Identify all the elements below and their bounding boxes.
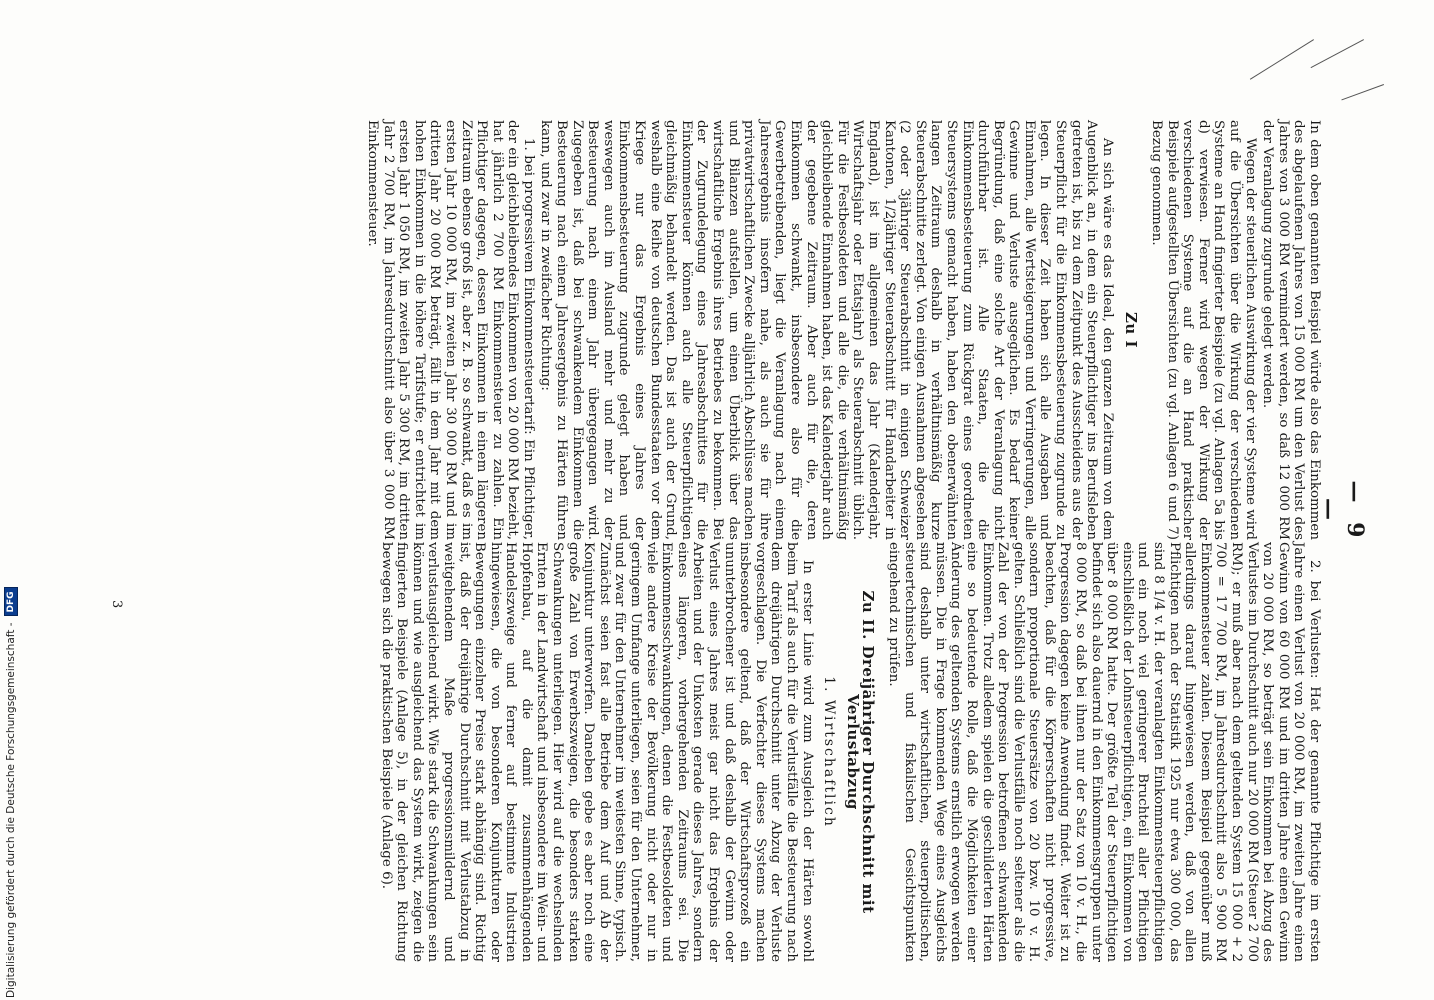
page-number: — 9 — xyxy=(1316,480,1368,544)
digitization-credit xyxy=(4,8,18,998)
left-text-column xyxy=(362,120,1322,540)
section-subheading: 1. Wirtschaftlich xyxy=(821,676,838,828)
pencil-mark xyxy=(1250,39,1314,80)
pencil-mark xyxy=(1311,39,1364,68)
pencil-mark xyxy=(1341,84,1384,100)
dfg-logo-icon: DFG xyxy=(4,587,18,616)
credit-text: Digitalisierung gefördert durch die Deutsche Forschungsgemeinschaft - xyxy=(5,622,17,998)
paragraph: An sich wäre es das Ideal, den ganzen Zeitraum von dem Augenblick an, in dem ein Steuerpflichtiger ins Berufsleben getreten ist, bis zu dem Zeitpunkt des Ausscheidens aus der Steuerpflicht für die Einkommensbesteuerung zugrunde zu legen. In dieser Zeit haben sich alle Ausgaben und Einnahmen, alle Wertsteigerungen und Verringerungen, alle Gewinne und Verluste ausgeglichen. Es bedarf keiner Begründung, daß eine solche Art der Veranlagung nicht durchführbar ist. Alle Staaten, die die Einkommensbesteuerung zum Rückgrat eines geordneten Steuersystems gemacht haben, haben den obenerwähnten langen Zeitraum deshalb in verhältnismäßig kurze Steuerabschnitte zerlegt. Von einigen Ausnahmen abgesehen (2 oder 3jähriger Steuerabschnitt in einigen Schweizer Kantonen, 1/2jähriger Steuerabschnitt für Handarbeiter in England), ist im allgemeinen das Jahr (Kalenderjahr, Wirtschaftsjahr oder Etatsjahr) als Steuerabschnitt üblich. Für die Festbesoldeten und alle die, die verhältnismäßig gleichbleibende Einnahmen haben, ist das Kalenderjahr auch der gegebene Zeitraum. Aber auch für die, deren Einkommen schwankt, insbesondere also für die Gewerbetreibenden, liegt die Veranlagung nach einem Jahresergebnis insofern nahe, als auch sie für ihre privatwirtschaftlichen Zwecke alljährlich Abschlüsse machen und Bilanzen aufstellen, um einen Überblick über das wirtschaftliche Ergebnis ihres Betriebes zu bekommen. Bei der Zugrundelegung eines Jahresabschnittes für die Einkommensteuer können auch alle Steuerpflichtigen gleichmäßig behandelt werden. Das ist auch der Grund, weshalb eine Reihe von deutschen Bundesstaaten vor dem Kriege nur das Ergebnis eines Jahres der Einkommensbesteuerung zugrunde gelegt haben und weswegen auch im Ausland mehr und mehr zu der Besteuerung nach einem Jahr übergegangen wird. Zugegeben ist, daß bei schwankendem Einkommen die Besteuerung nach einem Jahresergebnis zu Härten führen kann, und zwar in zweifacher Richtung: xyxy=(538,120,1115,540)
paragraph: In dem oben genannten Beispiel würde also das Einkommen des abgelaufenen Jahres von 15 000 RM um den Verlust des Jahres von 3 000 RM vermindert werden, so daß 12 000 RM der Veranlagung zugrunde gelegt werden. xyxy=(1260,120,1322,540)
paragraph: 1. bei progressivem Einkommensteuertarif: Ein Pflichtiger, der ein gleichbleibendes Einkommen von 20 000 RM bezieht, hat jährlich 2 700 RM Einkommensteuer zu zahlen. Ein Pflichtiger dagegen, dessen Einkommen in einem längeren Zeitraum ebenso groß ist, aber z. B. so schwankt, daß es im ersten Jahr 10 000 RM, im zweiten Jahr 30 000 RM und im dritten Jahr 20 000 RM beträgt, fällt in dem Jahr mit dem hohen Einkommen in die höhere Tarifstufe; er entrichtet im ersten Jahr 1 050 RM, im zweiten Jahr 5 300 RM, im dritten Jahr 2 700 RM, im Jahresdurchschnitt also über 3 000 RM Einkommensteuer. xyxy=(364,120,536,540)
sheet-mark: 3 xyxy=(109,600,124,609)
section-heading: Zu II. Dreijähriger Durchschnitt mit Verlustabzug xyxy=(843,590,878,914)
paragraph: In erster Linie wird zum Ausgleich der Härten sowohl beim Tarif als auch für die Verlustfälle die Besteuerung nach dem dreijährigen Durchschnitt unter Abzug der Verluste vorgeschlagen. Die Verfechter dieses Systems machen insbesondere geltend, daß der Wirtschaftsprozeß ein ununterbrochener ist und daß deshalb der Gewinn oder Verlust eines Jahres meist gar nicht das Ergebnis der Arbeiten und der Unkosten gerade dieses Jahres, sondern eines längeren, vorhergehenden Zeitraums sei. Die Einkommensschwankungen, denen die Festbesoldeten und viele andere Kreise der Bevölkerung nicht oder nur in geringem Umfange unterliegen, seien für den Unternehmer, und zwar für den Unternehmer im weitesten Sinne, typisch. Zunächst seien fast alle Betriebe dem Auf und Ab der Konjunktur unterworfen. Daneben gebe es aber noch eine große Zahl von Erwerbszweigen, die besonders starken Schwankungen unterliegen. Hier wird auf die wechselnden Ernten in der Landwirtschaft und insbesondere im Wein- und Hopfenbau, auf die damit zusammenhängenden Handelszweige und ferner auf bestimmte Industrien hingewiesen, die von besonderen Konjunkturen oder Bewegungen einzelner Preise stark abhängig sind. Richtig ist, daß der dreijährige Durchschnitt mit Verlustabzug in weitgehendem Maße progressionsmildernd und verlustausgleichend wirkt. Wie stark die Schwankungen sein können und wie ausgleichend das System wirkt, zeigen die fingierten Beispiele (Anlage 5), in der gleichen Richtung bewegen sich die praktischen Beispiele (Anlage 6). xyxy=(378,542,815,962)
right-text-column xyxy=(376,542,1322,962)
paragraph: Wegen der steuerlichen Auswirkung der vier Systeme wird auf die Übersichten über die Wirkung der verschiedenen Systeme an Hand fingierter Beispiele (zu vgl. Anlagen 5a bis d) verwiesen. Ferner wird wegen der Wirkung der verschiedenen Systeme auf die an Hand praktischer Beispiele aufgestellten Übersichten (zu vgl. Anlagen 6 und 7) Bezug genommen. xyxy=(1149,120,1258,540)
paragraph: 2. bei Verlusten: Hat der genannte Pflichtige im ersten Jahre einen Verlust von 20 000 RM, im zweiten Jahre einen Gewinn von 60 000 RM und im dritten Jahre einen Gewinn von 20 000 RM, so beträgt sein Einkommen bei Abzug des Verlustes im Durchschnitt auch nur 20 000 RM (Steuer 2 700 RM); er muß aber nach dem geltenden System 15 000 + 2 700 = 17 700 RM, im Jahresdurchschnitt also 5 900 RM Einkommensteuer zahlen. Diesem Beispiel gegenüber muß allerdings darauf hingewiesen werden, daß von allen Pflichtigen nach der Statistik 1925 nur etwa 300 000, das sind 8 1/4 v. H. der veranlagten Einkommensteuerpflichtigen und ein noch viel geringerer Bruchteil aller Pflichtigen einschließlich der Lohnsteuerpflichtigen, ein Einkommen von über 8 000 RM hatte. Der größte Teil der Steuerpflichtigen befindet sich also dauernd in den Einkommensgruppen unter 8 000 RM, so daß bei ihnen nur der Satz von 10 v. H., die Progression dagegen keine Anwendung findet. Weiter ist zu beachten, daß für die Körperschaften nicht progressive, sondern proportionale Steuersätze von 20 bzw. 10 v. H. gelten. Schließlich sind die Verlustfälle noch seltener als die Zahl der von der Progression betroffenen schwankenden Einkommen. Trotz alledem spielen die geschilderten Härten eine so bedeutende Rolle, daß die Möglichkeiten einer Änderung des geltenden Systems ernstlich erwogen werden müssen. Die in Frage kommenden Wege eines Ausgleichs sind deshalb unter wirtschaftlichen, steuerpolitischen, steuertechnischen und fiskalischen Gesichtspunkten eingehend zu prüfen. xyxy=(885,542,1322,962)
section-heading: Zu I xyxy=(1122,311,1141,349)
